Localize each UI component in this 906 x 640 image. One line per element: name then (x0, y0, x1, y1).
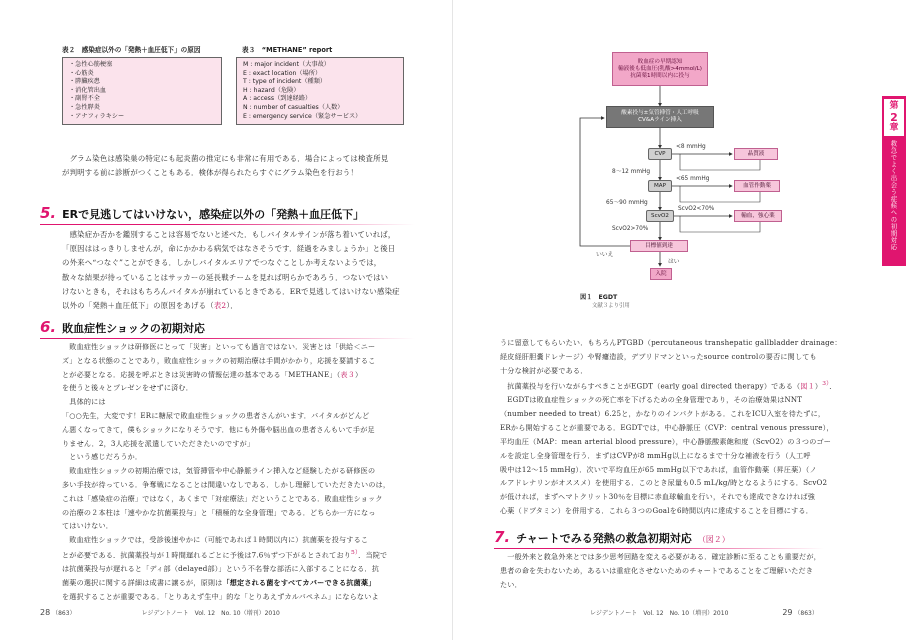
section-number: 7. (494, 528, 511, 546)
section-6-heading (40, 318, 205, 336)
table3-caption: 表３ “METHANE” report (242, 46, 333, 54)
flow-action-crystalloid: 晶質液 (734, 148, 778, 160)
chapter-char: 第 (889, 101, 899, 111)
chapter-number: 2 (890, 111, 898, 124)
section-7-heading (494, 528, 730, 546)
text-line: 吸中は12〜15 mmHg）．次いで平均血圧が65 mmHg以下であれば，血管作動薬（昇圧薬）（ノ (500, 464, 817, 474)
section-title: 敗血症性ショックの初期対応 (62, 322, 205, 335)
text-line: 心薬（ドブタミン）を併用する．これら３つのGoalを6時間以内に達成することを目標にする． (500, 506, 813, 516)
text-span: 抗菌薬投与を行いながらすべきことがEGDT（early goal directed therapy）である（ (500, 381, 801, 391)
text-line: てはいけない． (62, 521, 114, 531)
table2-item: ・副腎不全 (69, 95, 100, 103)
page-number-sub: （863） (52, 610, 76, 617)
text-line: が低ければ，まずヘマトクリット30％を目標に赤血球輸血を行い，それでも達成できなければ強 (500, 492, 816, 502)
flow-oxygen-box (606, 106, 714, 128)
table3-item: E : emergency service（緊急サービス） (243, 112, 362, 120)
flow-map-box: MAP (648, 180, 672, 192)
table3-item: E : exact location（場所） (243, 69, 322, 77)
text-line: 散々な結果が待っていることはサッカーの延長戦チームを見れば明らかであろう．つないではい (62, 272, 389, 282)
flow-admission-box: 入院 (650, 268, 672, 280)
table2-item: ・膵臓疾患 (69, 78, 100, 86)
table3-item: M : major incident（大事故） (243, 61, 330, 68)
table2-item: ・消化管出血 (69, 86, 107, 94)
right-body-text (500, 336, 852, 518)
figure-reference-link[interactable]: （図２） (697, 535, 730, 544)
figure-source: 文献３より引用 (592, 303, 630, 309)
text-line: 平均血圧（MAP：mean arterial blood pressure），中心静脈酸素飽和度（ScvO2）の３つのゴー (500, 436, 832, 446)
text-line: を選択することが重要である．「とりあえず生中」的な「とりあえずカルバペネム」にならないよ (62, 591, 379, 601)
figure-title: 図１ EGDT (580, 294, 618, 301)
section-5-body (62, 228, 418, 313)
text-line: ズ」となる状態のことであり，敗血症性ショックの初期治療は手間がかかり，応援を要請するこ (62, 355, 376, 365)
text-span: ． (829, 381, 837, 391)
flow-action-vasopressor: 血管作動薬 (734, 180, 780, 192)
flow-yes-label: はい (668, 259, 680, 265)
section-6-body (62, 340, 418, 604)
text-span: ）． (226, 301, 238, 311)
section-title: ERで見逃してはいけない，感染症以外の「発熱＋血圧低下」 (62, 208, 365, 221)
text-line: 「○○先生，大変です！ERに糖尿で敗血症性ショックの患者さんがいます．バイタルがどんど (62, 410, 370, 420)
text-line: けないときも，それはもちろんバイタルが崩れているときである．ERで見逃してはいけない感染症 (62, 286, 400, 296)
flow-text: 酸素投与±気管挿管・人工呼吸 (621, 110, 699, 116)
text-line: 敗血症性ショックでは，受診後速やかに（可能であれば１時間以内に）抗菌薬を投与するこ (62, 535, 369, 545)
table2-item: ・急性膵炎 (69, 103, 100, 111)
flow-target: ScvO2>70% (612, 226, 649, 232)
text-line: たい． (500, 580, 522, 589)
text-line: これは「感染症の治療」ではなく，あくまで「対症療法」だということである．敗血症性ショック (62, 493, 383, 503)
table-reference-link[interactable]: 表2 (213, 301, 227, 311)
page-number: 28 (40, 608, 51, 617)
page-number-sub: （863） (794, 610, 818, 617)
flow-text: CV&Aライン挿入 (638, 117, 682, 123)
text-span: ） (355, 369, 363, 379)
flow-condition: <8 mmHg (676, 144, 706, 150)
flow-scvo2-box: ScvO2 (646, 210, 674, 222)
table2-item: ・心筋炎 (69, 69, 94, 77)
text-line: の外来へ“つなぐ”ことができる．しかしバイタルエリアでつなぐことしか考えないようでは， (62, 258, 382, 268)
text-line (500, 378, 852, 393)
text-line: 敗血症性ショックの初期治療では，気管挿管や中心静脈ライン挿入など経験したがる研修医の (62, 466, 376, 476)
table3-item: A : access（到達経路） (243, 95, 312, 103)
text-line: 多い手技が待っている．争奪戦になることは間違いなしである．しかし理解していただきたいのは， (62, 479, 391, 489)
flow-goal-box: 目標値到達 (630, 240, 688, 252)
text-span: とが必要である．抗菌薬投与が１時間遅れるごとに予後は7.6％ずつ下がるとされており (62, 550, 352, 560)
text-line: が判明する前に診断がつくこともある．検体が得られたらすぐにグラム染色を行おう！ (62, 168, 358, 178)
section-7-body (500, 550, 852, 592)
citation-link[interactable]: 3） (822, 380, 830, 387)
table2-caption: 表２ 感染症以外の「発熱＋血圧低下」の原因 (62, 46, 201, 54)
text-line: ん悪くなってきて，僕もショックになりそうです．他にも外傷や脳出血の患者さんもいて手が足 (62, 424, 375, 434)
table2-box (62, 57, 222, 125)
flow-text: 敗血症の早期認知 (637, 58, 683, 65)
text-line: 一般外来と救急外来とでは多少思考回路を変える必要がある．確定診断に至ることも重要だが， (500, 552, 821, 561)
text-line: 経皮経肝胆嚢ドレナージ）や腎瘻造設，デブリドマンといったsource controlの要否に関しても (500, 351, 817, 361)
chapter-tab (882, 96, 906, 266)
section-number: 5. (40, 204, 57, 222)
text-line: ルを設定し全身管理を行う．まずはCVPが8 mmHg以上になるまで十分な補液を行う（人工呼 (500, 450, 811, 460)
text-line: 「原因ははっきりしませんが，命にかかわる病気ではなさそうです．経過をみましょうか」と後日 (62, 244, 396, 254)
text-line: の治療の２本柱は「速やかな抗菌薬投与」と「積極的な全身管理」である．どちらか一方になっ (62, 507, 376, 517)
chapter-label (884, 99, 904, 136)
text-line: 具体的には (62, 397, 106, 407)
text-line (62, 368, 418, 382)
chapter-subtitle: 救急でよく出会う症候への初期対応 (889, 140, 898, 251)
flow-start-box (612, 52, 708, 86)
footer-right (590, 608, 818, 617)
text-span: 以外の「発熱＋血圧低下」の原因をあげる（ (62, 301, 214, 311)
text-line: は抗菌薬投与が遅れると「ディ部（delayed部）」という不名誉な部活に入部することになる．抗 (62, 564, 380, 574)
journal-name: レジデントノート Vol. 12 No. 10（増刊）2010 (590, 610, 729, 617)
intro-paragraph (62, 152, 418, 180)
text-line: という感じだろうか． (62, 452, 143, 462)
flow-condition: ScvO2<70% (678, 206, 715, 212)
section-number: 6. (40, 318, 57, 336)
flow-target: 65〜90 mmHg (606, 200, 648, 206)
section-underline (40, 338, 415, 339)
figure-caption (580, 292, 630, 309)
page-number: 29 (782, 608, 793, 617)
text-line: りません．2，3人応援を派遣していただきたいのですが」 (62, 438, 255, 448)
footer-left (40, 608, 280, 617)
table2-item: ・急性心筋梗塞 (69, 61, 113, 68)
table3-item: H : hazard（危険） (243, 86, 300, 94)
flow-text: 輸液後も低血圧(乳酸>4mmol/L) (618, 65, 702, 72)
text-line: 感染症か否かを鑑別することは容易でないと述べた．もしバイタルサインが落ち着いていれば， (62, 230, 396, 239)
text-line: ERから開始することが重要である．EGDTでは，中心静脈圧（CVP：central venous pressure）， (500, 422, 834, 432)
text-line: （number needed to treat）6.25と，かなりのインパクトがある．これをICU入室を待たずに， (500, 408, 826, 418)
section-underline (494, 548, 824, 549)
page-gutter (452, 0, 453, 640)
flow-condition: <65 mmHg (676, 176, 710, 182)
flow-no-label: いいえ (596, 252, 614, 258)
text-line: うに留意してもらいたい．もちろんPTGBD（percutaneous transhepatic gallbladder drainage： (500, 338, 842, 347)
flow-target: 8〜12 mmHg (612, 169, 651, 175)
text-line: EGDTは敗血症性ショックの死亡率を下げるための全身管理であり，その治療効果はNNT (500, 394, 803, 404)
figure-reference-link[interactable]: 図１ (800, 381, 815, 391)
text-line (62, 299, 418, 313)
text-span: ） (814, 381, 823, 391)
section-underline (40, 224, 415, 225)
text-line: 十分な検討が必要である． (500, 365, 588, 375)
text-span: 菌薬の選択に関する詳細は成書に譲るが，原則は (62, 577, 223, 587)
journal-name: レジデントノート Vol. 12 No. 10（増刊）2010 (141, 610, 280, 617)
text-line: グラム染色は感染巣の特定にも起炎菌の推定にも非常に有用である．場合によっては検査所見 (62, 154, 389, 163)
chapter-char: 章 (889, 123, 899, 133)
flow-text: 抗菌薬1時間以内に投与 (630, 72, 690, 79)
text-line: 患者の命を失わないため，あるいは重症化させないためのチャートであることをご理解いただき (500, 566, 814, 575)
table3-item: N : number of casualties（人数） (243, 103, 344, 111)
table2-item: ・アナフィラキシー (69, 112, 125, 120)
table3-item: T : type of incident（種類） (243, 78, 327, 86)
text-span: ．当院で (358, 550, 388, 560)
section-title: チャートでみる発熱の救急初期対応 (516, 532, 692, 545)
text-line (62, 547, 418, 562)
bold-phrase: 「想定される菌をすべてカバーできる抗菌薬」 (222, 577, 376, 587)
table-reference-link[interactable]: 表３ (340, 369, 356, 379)
citation-link[interactable]: 5） (351, 549, 359, 556)
text-line (62, 576, 418, 590)
text-line: 敗血症性ショックは研修医にとって「災害」といっても過言ではない．災害とは「供給＜ニー (62, 342, 376, 351)
flow-action-transfusion: 輸血，強心薬 (734, 210, 782, 222)
text-span: とが必要となる．応援を呼ぶときは災害時の情報伝達の基本である「METHANE」（ (62, 369, 341, 379)
text-line: ルアドレナリンがオススメ）を使用する．このとき尿量も0.5 mL/kg/時となるようにする．ScvO2 (500, 478, 828, 488)
flow-cvp-box: CVP (648, 148, 672, 160)
text-line: を使うと後々とプレゼンをせずに済む． (62, 383, 194, 393)
table3-box (236, 57, 404, 125)
section-5-heading (40, 204, 364, 222)
